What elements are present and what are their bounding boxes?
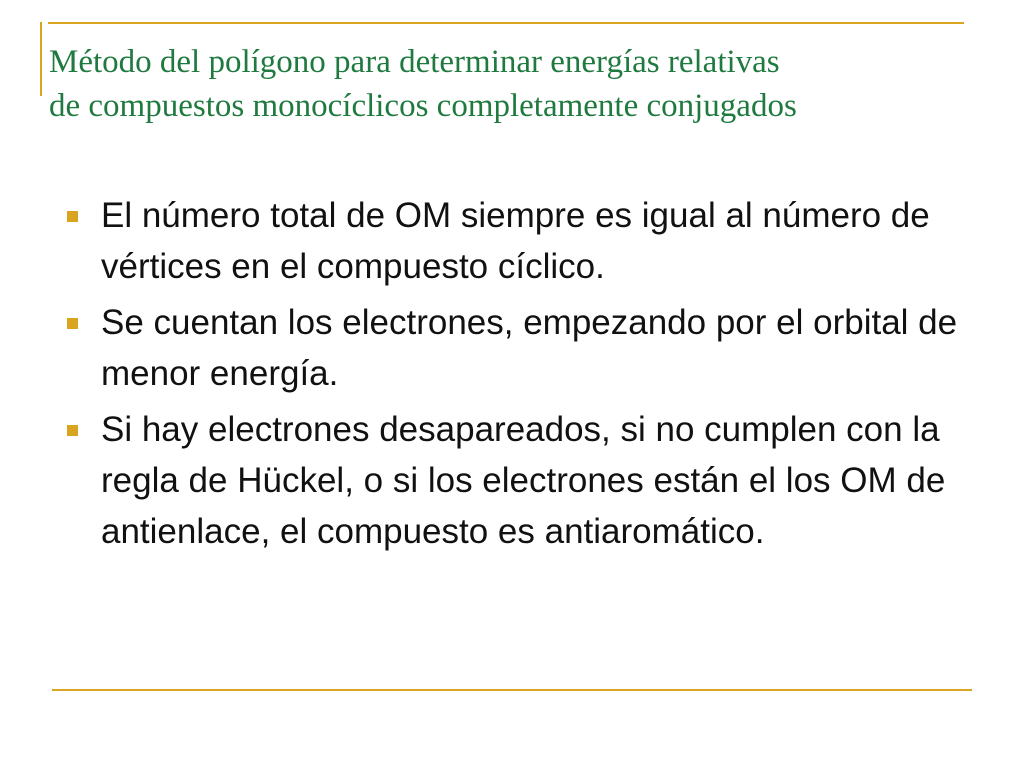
bottom-divider bbox=[52, 689, 972, 691]
bullet-item bbox=[62, 190, 962, 292]
bullet-text: Si hay electrones desapareados, si no cumplen con la regla de Hückel, o si los electrones están el los OM de antienlace, el compuesto es antiaromático. bbox=[101, 410, 946, 551]
square-bullet-icon bbox=[67, 318, 78, 329]
slide-title-line-1: Método del polígono para determinar energías relativas bbox=[49, 44, 780, 80]
bullet-list bbox=[62, 190, 962, 562]
left-accent-bar bbox=[40, 22, 42, 96]
slide-title bbox=[49, 40, 999, 128]
bullet-text: El número total de OM siempre es igual al número de vértices en el compuesto cíclico. bbox=[101, 196, 930, 286]
bullet-text: Se cuentan los electrones, empezando por el orbital de menor energía. bbox=[101, 303, 958, 393]
square-bullet-icon bbox=[67, 211, 78, 222]
slide-title-line-2: de compuestos monocíclicos completamente conjugados bbox=[49, 88, 797, 124]
top-divider bbox=[48, 22, 964, 24]
bullet-item bbox=[62, 297, 962, 399]
square-bullet-icon bbox=[67, 425, 78, 436]
bullet-item bbox=[62, 404, 962, 557]
